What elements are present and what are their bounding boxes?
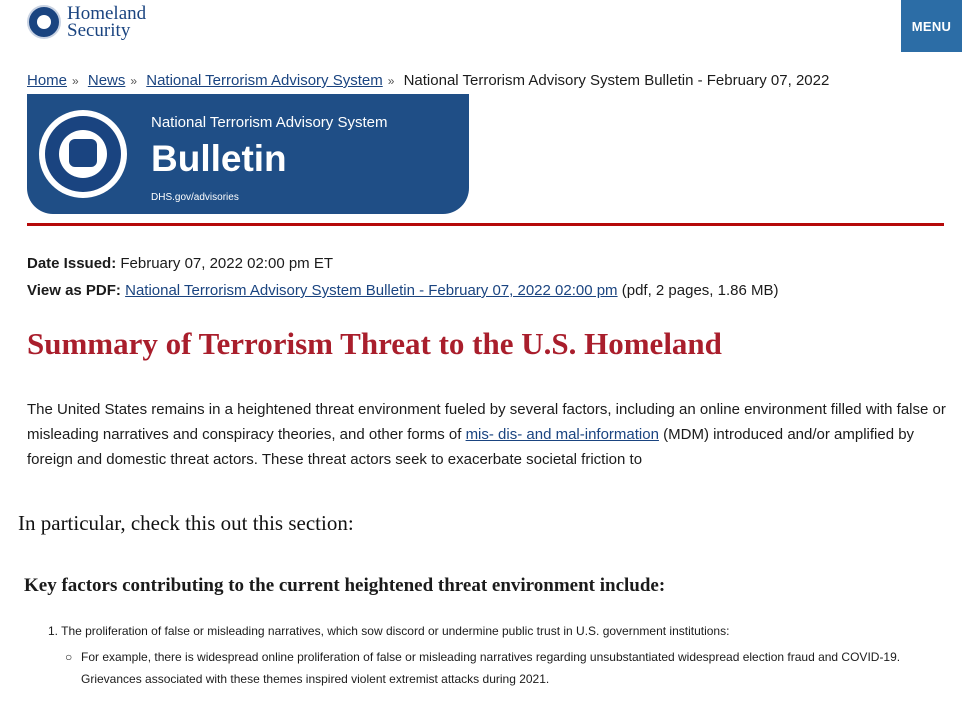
banner-title: Bulletin	[151, 138, 287, 179]
key-factors-heading: Key factors contributing to the current heightened threat environment include:	[24, 575, 666, 596]
pdf-link[interactable]: National Terrorism Advisory System Bulletin - February 07, 2022 02:00 pm	[125, 282, 618, 299]
breadcrumb-separator: »	[387, 74, 395, 88]
breadcrumb	[27, 72, 829, 89]
banner-url: DHS.gov/advisories	[151, 192, 239, 203]
view-as-pdf	[27, 282, 779, 299]
mdm-link[interactable]: mis- dis- and mal-information	[465, 426, 659, 443]
dhs-logo[interactable]	[27, 5, 146, 39]
annotation-text: In particular, check this out this section:	[18, 511, 354, 535]
breadcrumb-current: National Terrorism Advisory System Bulletin - February 07, 2022	[403, 72, 830, 89]
view-as-pdf-label: View as PDF:	[27, 282, 121, 299]
logo-text	[67, 5, 146, 39]
summary-paragraph	[27, 397, 947, 472]
summary-text-2: (MDM) introduced and/or amplified by foreign and domestic threat actors. These threat actors seek to exacerbate societal friction to	[27, 426, 915, 468]
eagle-icon	[69, 139, 97, 167]
banner-kicker: National Terrorism Advisory System	[151, 114, 388, 131]
breadcrumb-separator: »	[72, 74, 79, 88]
dhs-seal-icon	[39, 110, 127, 198]
bullet-icon: ○	[65, 650, 73, 664]
menu-button[interactable]: MENU	[901, 0, 962, 52]
breadcrumb-ntas-link[interactable]: National Terrorism Advisory System	[146, 72, 383, 89]
breadcrumb-home-link[interactable]: Home	[27, 72, 68, 89]
ntas-bulletin-banner	[27, 94, 469, 214]
sub-item-text: For example, there is widespread online proliferation of false or misleading narratives regarding unsubstantiated widespread election fraud and COVID-19. Grievances associated with these themes inspired violent extremist attacks during 2021.	[81, 650, 901, 686]
date-issued	[27, 255, 333, 272]
list-item: 1. The proliferation of false or misleading narratives, which sow discord or undermine public trust in U.S. government institutions:	[48, 624, 730, 638]
summary-text-1: The United States remains in a heightened threat environment fueled by several factors, including an online environment filled with false or misleading narratives and conspiracy theories, and other forms of	[27, 401, 946, 443]
breadcrumb-separator: »	[130, 74, 138, 88]
breadcrumb-news-link[interactable]: News	[87, 72, 126, 89]
dhs-seal-icon	[27, 5, 61, 39]
date-issued-value: February 07, 2022 02:00 pm ET	[120, 255, 333, 272]
logo-line-2: Security	[67, 20, 131, 41]
divider	[27, 223, 944, 226]
pdf-info: (pdf, 2 pages, 1.86 MB)	[621, 282, 779, 299]
summary-heading: Summary of Terrorism Threat to the U.S. Homeland	[27, 326, 722, 361]
date-issued-label: Date Issued:	[27, 255, 117, 272]
logo-line-1: Homeland	[67, 3, 147, 24]
sub-list-item	[65, 646, 961, 690]
